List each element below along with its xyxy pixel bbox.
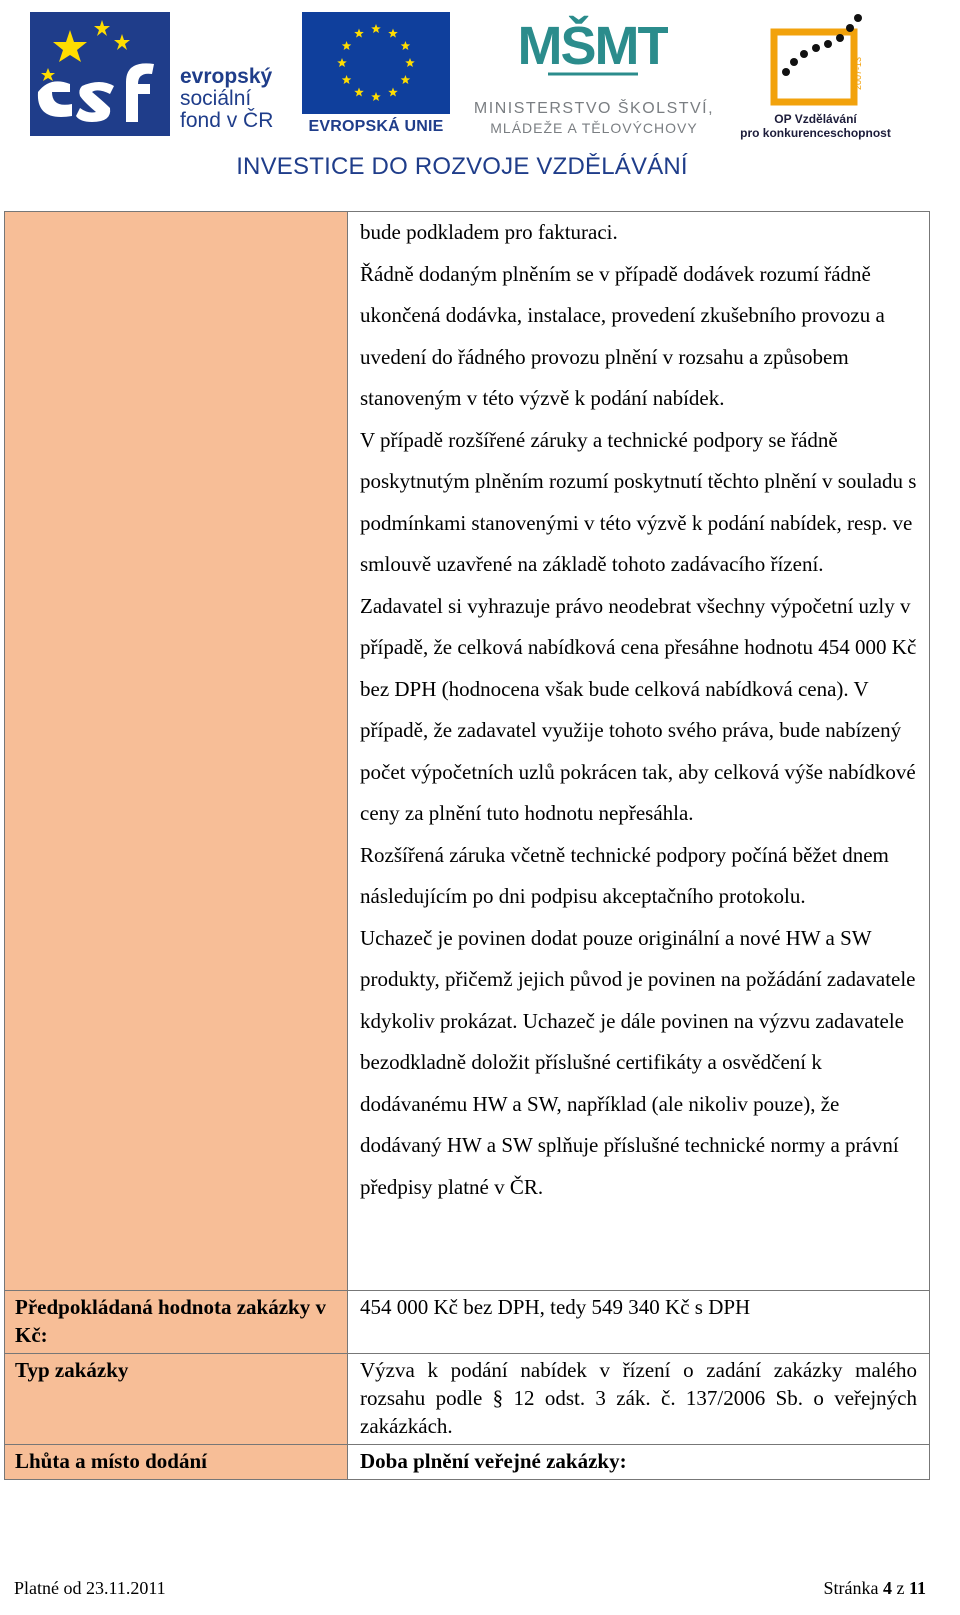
msmt-logo	[518, 12, 668, 102]
paragraph: Uchazeč je povinen dodat pouze originální a nové HW a SW produkty, přičemž jejich původ je povinen na požádání zadavatele kdykoliv prokázat. Uchazeč je dále povinen na výzvu zadavatele bezodkladně doložit příslušné certifikáty a osvědčení k dodávanému HW a SW, například (ale nikoliv pouze), že dodávaný HW a SW splňuje příslušné technické normy a právní předpisy platné v ČR.	[360, 925, 916, 1199]
label-cell-contract-type: Typ zakázky	[5, 1354, 348, 1445]
table-row	[5, 1354, 930, 1445]
table-row	[5, 1445, 930, 1480]
msmt-caption-line: MINISTERSTVO ŠKOLSTVÍ,	[473, 100, 715, 117]
esf-logo	[30, 12, 170, 136]
eu-flag-logo	[302, 12, 450, 114]
op-years: 2007-13	[853, 56, 863, 90]
page-total: 11	[908, 1578, 926, 1598]
footer-valid-from: Platné od 23.11.2011	[14, 1578, 166, 1598]
op-caption-line: OP Vzdělávání	[774, 112, 857, 126]
paragraph: Řádně dodaným plněním se v případě dodávek rozumí řádně ukončená dodávka, instalace, provedení zkušebního provozu a uvedení do řádného provozu plnění v rozsahu a způsobem stanoveným v této výzvě k podání nabídek.	[360, 261, 885, 410]
op-caption	[728, 112, 903, 140]
table-row	[5, 1291, 930, 1354]
page-separator: z	[896, 1578, 905, 1598]
page-label: Stránka	[823, 1578, 879, 1598]
performance-period-heading: Doba plnění veřejné zakázky:	[360, 1449, 627, 1473]
esf-caption-line: evropský	[180, 65, 273, 88]
banner-title: INVESTICE DO ROZVOJE VZDĚLÁVÁNÍ	[236, 153, 688, 180]
paragraph: V případě rozšířené záruky a technické podpory se řádně poskytnutým plněním rozumí poskytnutí těchto plnění v souladu s podmínkami stanovenými v této výzvě k podání nabídek, resp. ve smlouvě uzavřené na základě tohoto zadávacího řízení.	[360, 427, 917, 576]
eu-caption: EVROPSKÁ UNIE	[308, 118, 444, 135]
esf-caption-line: sociální	[180, 87, 252, 110]
value-cell-deadline-place	[348, 1445, 930, 1480]
esf-caption-line: fond v ČR	[180, 109, 274, 132]
esf-caption	[180, 66, 273, 132]
label-cell-empty	[5, 212, 348, 1291]
paragraph: Rozšířená záruka včetně technické podpory počíná běžet dnem následujícím po dni podpisu akceptačního protokolu.	[360, 842, 889, 908]
tender-info-table	[4, 211, 930, 1480]
table-row	[5, 212, 930, 1291]
op-caption-line: pro konkurenceschopnost	[740, 126, 891, 140]
page-current: 4	[882, 1578, 892, 1598]
paragraph: Zadavatel si vyhrazuje právo neodebrat všechny výpočetní uzly v případě, že celková nabídková cena přesáhne hodnotu 454 000 Kč bez DPH (hodnocena však bude celková nabídková cena). V případě, že zadavatel využije tohoto svého práva, bude nabízený počet výpočetních uzlů pokrácen tak, aby celková výše nabídkové ceny za plnění tuto hodnotu nepřesáhla.	[360, 593, 917, 825]
msmt-caption-line: MLÁDEŽE A TĚLOVÝCHOVY	[490, 120, 698, 136]
label-cell-estimated-value: Předpokládaná hodnota zakázky v Kč:	[5, 1291, 348, 1354]
label-cell-deadline-place: Lhůta a místo dodání	[5, 1445, 348, 1480]
paragraph: bude podkladem pro fakturaci.	[360, 220, 618, 244]
value-cell-contract-type: Výzva k podání nabídek v řízení o zadání zakázky malého rozsahu podle § 12 odst. 3 zák. č. 137/2006 Sb. o veřejných zakázkách.	[348, 1354, 930, 1445]
footer-page-number	[824, 1578, 927, 1599]
msmt-mark: MŠMT	[518, 16, 668, 76]
value-cell-estimated-value: 454 000 Kč bez DPH, tedy 549 340 Kč s DPH	[348, 1291, 930, 1354]
header-logos	[0, 0, 960, 200]
op-vk-logo	[764, 12, 868, 112]
value-cell-conditions	[348, 212, 930, 1291]
